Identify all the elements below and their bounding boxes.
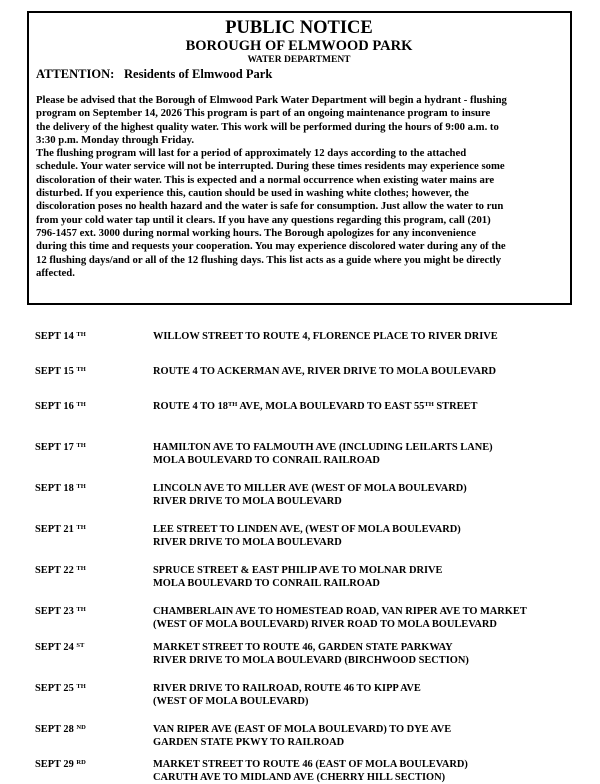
schedule-area xyxy=(153,723,451,749)
schedule-date-text: SEPT 14 xyxy=(35,331,77,342)
schedule-date-text: SEPT 18 xyxy=(35,483,77,494)
paragraph-line: from your cold water tap until it clears. If you have any questions regarding this program, call (201) xyxy=(36,213,491,226)
area-text: VAN RIPER AVE (EAST OF MOLA BOULEVARD) TO DYE AVE xyxy=(153,724,452,735)
schedule-date xyxy=(35,641,135,654)
borough-name: BOROUGH OF ELMWOOD PARK xyxy=(185,38,413,54)
schedule-area-line xyxy=(153,365,496,378)
schedule-area-line xyxy=(153,441,493,454)
paragraph-2 xyxy=(36,147,562,280)
schedule-date-text: SEPT 22 xyxy=(35,565,77,576)
area-text: MARKET STREET TO ROUTE 46 (EAST OF MOLA BOULEVARD) xyxy=(153,759,468,770)
schedule-area-line xyxy=(153,695,421,708)
schedule-area-line xyxy=(153,523,461,536)
schedule-area-line xyxy=(153,682,421,695)
date-suffix: ST xyxy=(76,642,85,649)
schedule-date xyxy=(35,365,135,378)
schedule-date xyxy=(35,682,135,695)
schedule-date xyxy=(35,723,135,736)
area-text: RIVER DRIVE TO MOLA BOULEVARD xyxy=(153,537,342,549)
area-text: ROUTE 4 TO 18 xyxy=(153,401,228,412)
schedule-area xyxy=(153,605,527,631)
schedule-area-line xyxy=(153,495,467,508)
schedule-area-line xyxy=(153,736,451,749)
schedule-date xyxy=(35,400,135,413)
notice-title: PUBLIC NOTICE xyxy=(225,18,373,38)
schedule-area xyxy=(153,482,467,508)
area-text: (WEST OF MOLA BOULEVARD) RIVER ROAD TO MOLA BOULEVARD xyxy=(153,619,497,631)
schedule-area xyxy=(153,564,442,590)
paragraph-line: Please be advised that the Borough of Elmwood Park Water Department will begin a hydrant - flushing xyxy=(36,94,507,106)
attention-label: ATTENTION: xyxy=(36,67,115,81)
paragraph-line: discoloration poses no health hazard and the water is safe for consumption. Just allow the water to run xyxy=(36,200,504,213)
area-text: MOLA BOULEVARD TO CONRAIL RAILROAD xyxy=(153,455,380,467)
schedule-date-text: SEPT 24 xyxy=(35,642,77,653)
area-text: MOLA BOULEVARD TO CONRAIL RAILROAD xyxy=(153,578,380,590)
schedule-date xyxy=(35,482,135,495)
area-text: CHAMBERLAIN AVE TO HOMESTEAD ROAD, VAN RIPER AVE TO MARKET xyxy=(153,606,527,617)
schedule-date xyxy=(35,330,135,343)
area-text: AVE, MOLA BOULEVARD TO EAST 55 xyxy=(237,401,425,412)
date-suffix: TH xyxy=(76,524,86,531)
schedule-date xyxy=(35,564,135,577)
paragraph-line: 796-1457 ext. 3000 during normal working hours. The Borough apologizes for any inconvenience xyxy=(36,226,476,239)
schedule-date-text: SEPT 25 xyxy=(35,683,77,694)
area-text: GARDEN STATE PKWY TO RAILROAD xyxy=(153,737,345,749)
schedule-area-line xyxy=(153,758,468,771)
department-name: WATER DEPARTMENT xyxy=(247,55,351,65)
date-suffix: TH xyxy=(76,331,86,338)
attention-line xyxy=(36,66,562,82)
area-text: ROUTE 4 TO ACKERMAN AVE, RIVER DRIVE TO MOLA BOULEVARD xyxy=(153,366,496,377)
date-suffix: TH xyxy=(76,565,86,572)
area-text: LEE STREET TO LINDEN AVE, (WEST OF MOLA BOULEVARD) xyxy=(153,524,461,535)
ordinal-suffix: TH xyxy=(424,401,434,408)
schedule-area-line xyxy=(153,564,442,577)
paragraph-line: discoloration of their water. This is expected and a normal occurrence when existing water mains are xyxy=(36,173,495,186)
schedule-area xyxy=(153,400,477,413)
paragraph-1 xyxy=(36,94,562,147)
paragraph-line: affected. xyxy=(36,266,75,279)
schedule-area xyxy=(153,682,421,708)
date-suffix: TH xyxy=(76,683,86,690)
schedule-area xyxy=(153,641,469,667)
area-text: (WEST OF MOLA BOULEVARD) xyxy=(153,696,309,708)
schedule-area xyxy=(153,523,461,549)
area-text: STREET xyxy=(433,401,478,412)
attention-value: Residents of Elmwood Park xyxy=(124,67,273,81)
ordinal-suffix: TH xyxy=(227,401,238,408)
area-text: WILLOW STREET TO ROUTE 4, FLORENCE PLACE TO RIVER DRIVE xyxy=(153,331,498,342)
area-text: RIVER DRIVE TO RAILROAD, ROUTE 46 TO KIPP AVE xyxy=(153,683,421,694)
schedule-date xyxy=(35,523,135,536)
paragraph-line: 12 flushing days/and or all of the 12 flushing days. This list acts as a guide where you might be directly xyxy=(36,253,502,266)
schedule-area xyxy=(153,441,493,467)
area-text: RIVER DRIVE TO MOLA BOULEVARD xyxy=(153,496,342,508)
schedule-date-text: SEPT 17 xyxy=(35,442,77,453)
paragraph-line: 3:30 p.m. Monday through Friday. xyxy=(36,133,195,146)
area-text: SPRUCE STREET & EAST PHILIP AVE TO MOLNAR DRIVE xyxy=(153,565,443,576)
area-text: HAMILTON AVE TO FALMOUTH AVE (INCLUDING LEILARTS LANE) xyxy=(153,442,493,453)
date-suffix: ND xyxy=(76,724,86,731)
schedule-date-text: SEPT 15 xyxy=(35,366,77,377)
paragraph-line: during this time and requests your cooperation. You may experience discolored water during any of the xyxy=(36,240,506,253)
schedule-area-line xyxy=(153,330,498,343)
schedule-area xyxy=(153,758,468,784)
schedule-date-text: SEPT 23 xyxy=(35,606,77,617)
schedule-date xyxy=(35,605,135,618)
notice-box xyxy=(27,11,572,305)
schedule-area-line xyxy=(153,482,467,495)
schedule-date-text: SEPT 21 xyxy=(35,524,77,535)
paragraph-line: schedule. Your water service will not be interrupted. During these times residents may experience some xyxy=(36,160,505,173)
area-text: LINCOLN AVE TO MILLER AVE (WEST OF MOLA BOULEVARD) xyxy=(153,483,467,494)
schedule-area-line xyxy=(153,536,461,549)
schedule-area xyxy=(153,330,498,343)
schedule-area-line xyxy=(153,641,469,654)
area-text: RIVER DRIVE TO MOLA BOULEVARD (BIRCHWOOD SECTION) xyxy=(153,655,469,667)
paragraph-line: program on September 14, 2026 This program is part of an ongoing maintenance program to insure xyxy=(36,107,491,120)
notice-body xyxy=(36,94,562,280)
schedule-area-line xyxy=(153,654,469,667)
schedule-area-line xyxy=(153,605,527,618)
date-suffix: TH xyxy=(76,366,86,373)
schedule-date xyxy=(35,758,135,771)
schedule-date-text: SEPT 28 xyxy=(35,724,77,735)
paragraph-line: The flushing program will last for a period of approximately 12 days according to the attached xyxy=(36,147,467,160)
schedule-area-line xyxy=(153,723,451,736)
schedule-area-line xyxy=(153,454,493,467)
date-suffix: TH xyxy=(76,483,86,490)
schedule-date-text: SEPT 29 xyxy=(35,759,77,770)
paragraph-line: the delivery of the highest quality water. This work will be performed during the hours of 9:00 a.m. to xyxy=(36,120,499,133)
date-suffix: TH xyxy=(76,606,86,613)
paragraph-line: disturbed. If you experience this, caution should be used in washing white clothes; however, the xyxy=(36,187,469,200)
date-suffix: TH xyxy=(76,442,86,449)
area-text: MARKET STREET TO ROUTE 46, GARDEN STATE PARKWAY xyxy=(153,642,453,653)
schedule-area-line xyxy=(153,618,527,631)
schedule-area xyxy=(153,365,496,378)
area-text: CARUTH AVE TO MIDLAND AVE (CHERRY HILL SECTION) xyxy=(153,772,446,784)
date-suffix: RD xyxy=(76,759,86,766)
schedule-date xyxy=(35,441,135,454)
schedule-area-line xyxy=(153,400,477,413)
date-suffix: TH xyxy=(76,401,86,408)
schedule-area-line xyxy=(153,577,442,590)
schedule-date-text: SEPT 16 xyxy=(35,401,77,412)
